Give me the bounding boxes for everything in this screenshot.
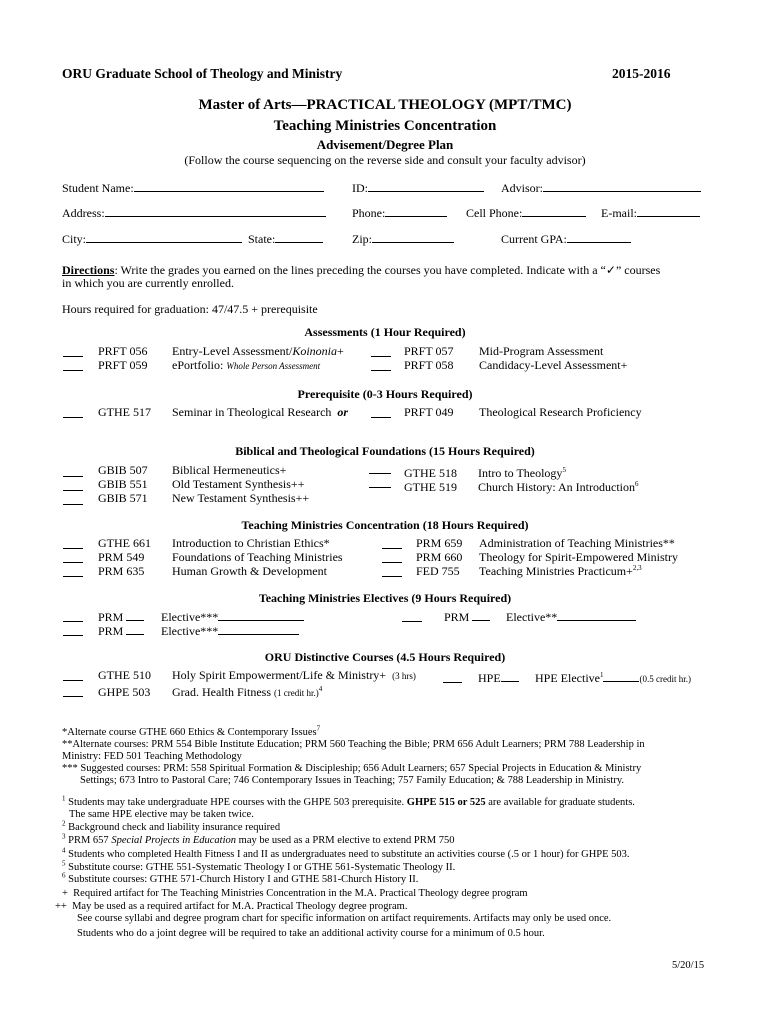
note-alt-courses: **Alternate courses: PRM 554 Bible Institute Education; PRM 560 Teaching the Bible; PRM 656 Adult Learners; PRM 788 Leadership in (62, 739, 645, 750)
city-field[interactable]: City: (62, 231, 242, 247)
grade-line[interactable] (402, 621, 422, 622)
grade-line[interactable] (371, 356, 391, 357)
school-name: ORU Graduate School of Theology and Ministry (62, 66, 343, 81)
footnote-5: $^5$ Substitute course: GTHE 551-Systematic Theology I or GTHE 561-Systematic Theology II. (62, 859, 456, 873)
concentration-title: Teaching Ministries Concentration (273, 118, 497, 134)
footnote-plus: + Required artifact for The Teaching Ministries Concentration in the M.A. Practical Theology degree program (62, 888, 528, 899)
grade-line[interactable] (382, 562, 402, 563)
grade-line[interactable] (63, 680, 83, 681)
grade-line[interactable] (63, 504, 83, 505)
phone-field[interactable]: Phone: (352, 205, 447, 221)
course-name: Biblical Hermeneutics+ (172, 463, 287, 477)
grade-line[interactable] (369, 473, 391, 474)
prerequisite-title: Prerequisite (0-3 Hours Required) (297, 387, 473, 401)
note-alt-courses-cont: Ministry: FED 501 Teaching Methodology (62, 751, 242, 762)
academic-year: 2015-2016 (612, 66, 671, 81)
zip-field[interactable]: Zip: (352, 231, 454, 247)
grade-line[interactable] (369, 487, 391, 488)
course-name: Theology for Spirit-Empowered Ministry (479, 550, 678, 564)
directions-line1: Directions: Write the grades you earned on the lines preceding the courses you have completed. Indicate with a “✓” courses (62, 263, 661, 277)
email-field[interactable]: E-mail: (601, 205, 700, 221)
elective-field[interactable]: Elective*** (161, 609, 304, 625)
hours-required: Hours required for graduation: 47/47.5 + prerequisite (62, 302, 318, 316)
course-code: PRFT 057 (404, 344, 454, 358)
course-name: Teaching Ministries Practicum+$^{2,3}$ (479, 564, 642, 578)
course-code: PRM 659 (416, 536, 463, 550)
course-name: Holy Spirit Empowerment/Life & Ministry+ (3 hrs) (172, 668, 416, 682)
grade-line[interactable] (371, 417, 391, 418)
grade-line[interactable] (63, 562, 83, 563)
course-code: PRM 549 (98, 550, 145, 564)
course-name: Intro to Theology$^5$ (478, 466, 566, 480)
course-code: PRM 635 (98, 564, 145, 578)
footnote-plusplus: ++ May be used as a required artifact for M.A. Practical Theology degree program. (55, 901, 408, 912)
course-name: Church History: An Introduction$^6$ (478, 480, 639, 494)
assessments-title: Assessments (1 Hour Required) (304, 325, 466, 339)
elective-field[interactable]: Elective** (506, 609, 636, 625)
course-code: GTHE 519 (404, 480, 457, 494)
footnote-1-cont: The same HPE elective may be taken twice. (69, 809, 254, 820)
footnote-joint-degree: Students who do a joint degree will be required to take an additional activity course for a minimum of 0.5 hour. (77, 928, 545, 939)
course-name: Entry-Level Assessment/Koinonia+ (172, 344, 344, 358)
course-code: PRFT 056 (98, 344, 148, 358)
course-code: GHPE 503 (98, 685, 151, 699)
plan-title: Advisement/Degree Plan (316, 137, 454, 152)
state-field[interactable]: State: (248, 231, 323, 247)
course-name: Introduction to Christian Ethics* (172, 536, 330, 550)
course-name: Candidacy-Level Assessment+ (479, 358, 628, 372)
course-name: Old Testament Synthesis++ (172, 477, 305, 491)
course-code: GBIB 571 (98, 491, 148, 505)
biblical-title: Biblical and Theological Foundations (15 Hours Required) (235, 444, 535, 458)
grade-line[interactable] (63, 356, 83, 357)
grade-line[interactable] (63, 576, 83, 577)
course-code: GTHE 510 (98, 668, 151, 682)
course-code: GTHE 518 (404, 466, 457, 480)
course-name: Foundations of Teaching Ministries (172, 550, 343, 564)
plan-note: (Follow the course sequencing on the reverse side and consult your faculty advisor) (184, 153, 586, 167)
grade-line[interactable] (382, 576, 402, 577)
course-name: New Testament Synthesis++ (172, 491, 310, 505)
grade-line[interactable] (63, 490, 83, 491)
course-name: Theological Research Proficiency (479, 405, 642, 419)
grade-line[interactable] (63, 635, 83, 636)
course-code: GTHE 661 (98, 536, 151, 550)
course-name: Human Growth & Development (172, 564, 327, 578)
footnote-4: $^4$ Students who completed Health Fitness I and II as undergraduates need to substitute an activities course (.5 or 1 hour) for GHPE 503. (62, 846, 630, 860)
footnote-1: $^1$ Students may take undergraduate HPE courses with the GHPE 503 prerequisite. GHPE 515 or 525 are available for graduate students. (62, 794, 635, 808)
elective-row[interactable]: PRM (444, 609, 490, 625)
advisor-field[interactable]: Advisor: (501, 180, 701, 196)
course-code: GTHE 517 (98, 405, 151, 419)
cell-phone-field[interactable]: Cell Phone: (466, 205, 586, 221)
course-code: PRM 660 (416, 550, 463, 564)
course-code: GBIB 507 (98, 463, 148, 477)
note-suggested: *** Suggested courses: PRM: 558 Spiritual Formation & Discipleship; 656 Adult Learners; 657 Special Projects in Education & Ministry (62, 763, 642, 774)
elective-row[interactable]: PRM (98, 609, 144, 625)
distinctive-title: ORU Distinctive Courses (4.5 Hours Required) (264, 650, 506, 664)
grade-line[interactable] (63, 370, 83, 371)
course-name: Grad. Health Fitness (1 credit hr.)$^4$ (172, 685, 323, 699)
id-field[interactable]: ID: (352, 180, 484, 196)
gpa-field[interactable]: Current GPA: (501, 231, 631, 247)
directions-line2: in which you are currently enrolled. (62, 276, 234, 290)
teaching-title: Teaching Ministries Concentration (18 Hours Required) (241, 518, 529, 532)
grade-line[interactable] (371, 370, 391, 371)
grade-line[interactable] (63, 696, 83, 697)
elective-row[interactable]: PRM (98, 623, 144, 639)
course-name: Administration of Teaching Ministries** (479, 536, 675, 550)
hpe-elective[interactable]: HPE Elective$^1$ (0.5 credit hr.) (535, 671, 691, 685)
course-code: PRFT 059 (98, 358, 148, 372)
course-name: Mid-Program Assessment (479, 344, 604, 358)
course-name: Seminar in Theological Research or (172, 405, 349, 419)
footnote-see-syllabi: See course syllabi and degree program chart for specific information on artifact requirements. Artifacts may only be used once. (77, 913, 612, 924)
revision-date: 5/20/15 (672, 960, 705, 971)
footnote-2: $^2$ Background check and liability insurance required (62, 819, 281, 833)
grade-line[interactable] (63, 621, 83, 622)
elective-field[interactable]: Elective*** (161, 623, 299, 639)
note-alt-ethics: *Alternate course GTHE 660 Ethics & Contemporary Issues$^7$ (62, 724, 321, 738)
grade-line[interactable] (443, 682, 462, 683)
course-code: PRFT 058 (404, 358, 454, 372)
degree-title: Master of Arts—PRACTICAL THEOLOGY (MPT/TMC) (198, 97, 572, 113)
footnote-3: $^3$ PRM 657 Special Projects in Education may be used as a PRM elective to extend PRM 750 (62, 832, 455, 846)
course-code: PRFT 049 (404, 405, 454, 419)
grade-line[interactable] (63, 476, 83, 477)
footnote-6: $^6$ Substitute courses: GTHE 571-Church History I and GTHE 581-Church History II. (62, 871, 419, 885)
course-name: ePortfolio: Whole Person Assessment (172, 358, 321, 372)
course-code: FED 755 (416, 564, 460, 578)
student-name-field[interactable]: Student Name: (62, 180, 324, 196)
grade-line[interactable] (63, 417, 83, 418)
electives-title: Teaching Ministries Electives (9 Hours Required) (258, 591, 512, 605)
address-field[interactable]: Address: (62, 205, 326, 221)
course-code: GBIB 551 (98, 477, 148, 491)
note-suggested-cont: Settings; 673 Intro to Pastoral Care; 746 Contemporary Issues in Teaching; 757 Family Education; & 788 Leadership in Ministry. (80, 775, 625, 786)
grade-line[interactable] (382, 548, 402, 549)
grade-line[interactable] (63, 548, 83, 549)
hpe-code[interactable]: HPE (478, 670, 519, 686)
